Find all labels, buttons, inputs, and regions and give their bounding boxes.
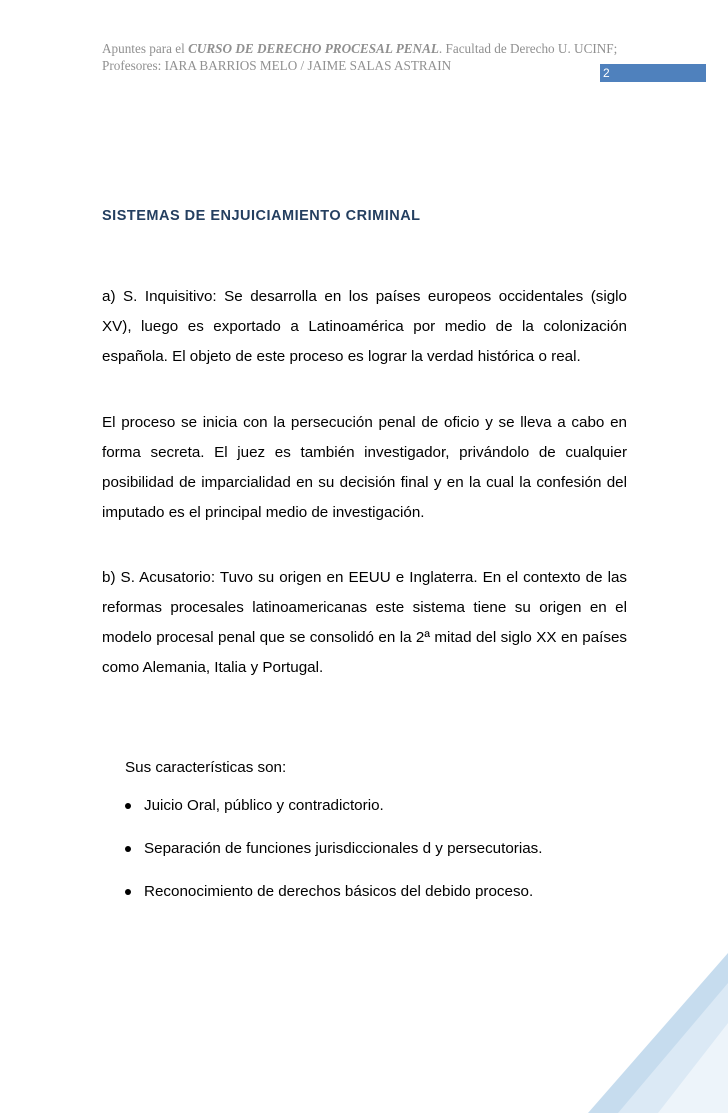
list-item-text: Separación de funciones jurisdiccionales d y persecutorias. <box>144 840 543 857</box>
list-item-text: Juicio Oral, público y contradictorio. <box>144 797 384 814</box>
page-header <box>102 40 642 74</box>
header-prefix: Apuntes para el <box>102 41 189 56</box>
list-item <box>120 796 542 839</box>
characteristics-list <box>120 796 542 925</box>
list-item <box>120 839 542 882</box>
characteristics-heading: Sus características son: <box>125 759 287 776</box>
corner-decoration-icon <box>588 953 728 1113</box>
header-course-line <box>102 40 642 57</box>
header-professors: Profesores: IARA BARRIOS MELO / JAIME SALAS ASTRAIN <box>102 58 452 73</box>
header-faculty: . Facultad de Derecho U. UCINF; <box>438 41 618 56</box>
paragraph-accusatory: b) S. Acusatorio: Tuvo su origen en EEUU e Inglaterra. En el contexto de las reformas procesales latinoamericanas este sistema tiene su origen en el modelo procesal penal que se consolidó en la 2ª mitad del siglo XX en países como Alemania, Italia y Portugal. <box>102 569 627 676</box>
page-number-bar <box>600 64 706 82</box>
page-number: 2 <box>603 66 610 80</box>
bullet-icon <box>125 889 131 895</box>
paragraph-inquisitive: a) S. Inquisitivo: Se desarrolla en los países europeos occidentales (siglo XV), luego es exportado a Latinoamérica por medio de la colonización española. El objeto de este proceso es lograr la verdad histórica o real. <box>102 288 627 365</box>
list-item-text: Reconocimiento de derechos básicos del debido proceso. <box>144 883 534 900</box>
bullet-icon <box>125 846 131 852</box>
list-item <box>120 882 542 925</box>
bullet-icon <box>125 803 131 809</box>
section-title: SISTEMAS DE ENJUICIAMIENTO CRIMINAL <box>102 208 421 224</box>
paragraph-inquisitive-process: El proceso se inicia con la persecución penal de oficio y se lleva a cabo en forma secreta. El juez es también investigador, privándolo de cualquier posibilidad de imparcialidad en su decisión final y en la cual la confesión del imputado es el principal medio de investigación. <box>102 414 627 521</box>
header-course-title: CURSO DE DERECHO PROCESAL PENAL <box>188 41 439 56</box>
